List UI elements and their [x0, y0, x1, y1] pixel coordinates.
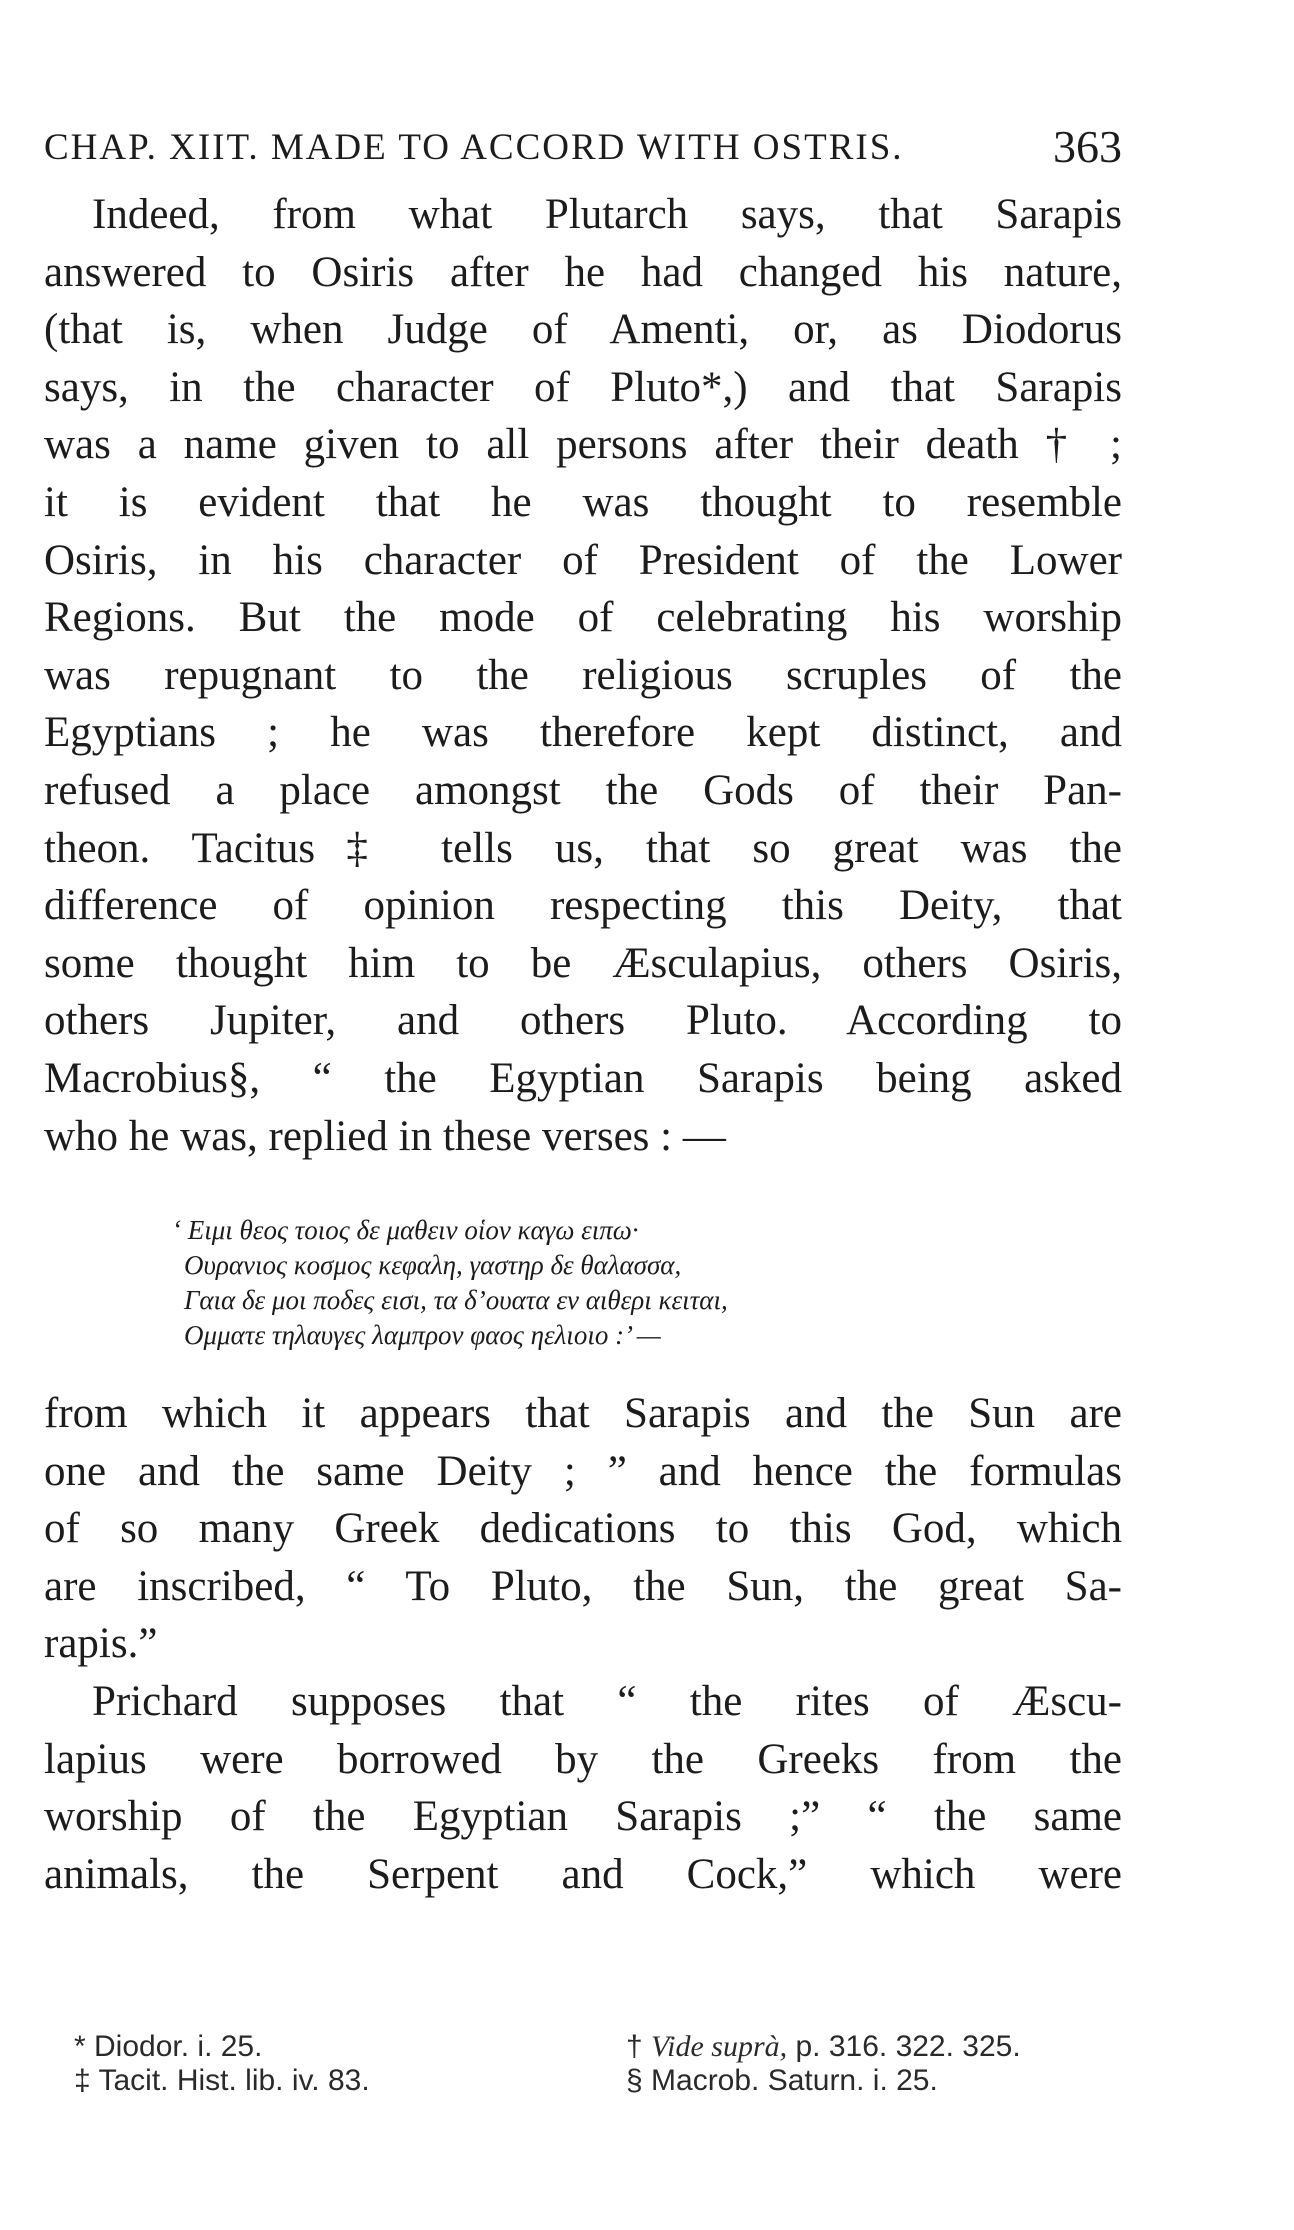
- text-line: others Jupiter, and others Pluto. According to: [44, 997, 1122, 1045]
- text-line: Macrobius§, “ the Egyptian Sarapis being asked: [44, 1054, 1122, 1102]
- text-line: Osiris, in his character of President of the Lower: [44, 536, 1122, 584]
- text-line: of so many Greek dedications to this God, which: [44, 1505, 1122, 1553]
- page-number: 363: [1053, 121, 1122, 172]
- text-line: (that is, when Judge of Amenti, or, as Diodorus: [44, 306, 1122, 354]
- greek-verse-line: Ουρανιος κοσμος κεφαλη, γαστηρ δε θαλασσα,: [184, 1250, 682, 1281]
- paragraph-3: [44, 1673, 1122, 1903]
- greek-verse-line: ‘ Ειμι θεος τοιος δε μαθειν οἱον καγω ειπω·: [172, 1215, 639, 1246]
- text-line: Regions. But the mode of celebrating his worship: [44, 594, 1122, 642]
- text-line: theon. Tacitus‡ tells us, that so great was the: [44, 824, 1122, 872]
- footnote-vide-supra: [626, 2030, 1021, 2064]
- greek-verse-quote: [172, 1213, 1122, 1353]
- text-line: it is evident that he was thought to resemble: [44, 478, 1122, 526]
- greek-verse-line: Ομματε τηλαυγες λαμπρον φαος ηελιοιο :’ —: [184, 1320, 661, 1351]
- footnote-italic: Vide suprà,: [651, 2030, 788, 2063]
- text-line: are inscribed, “ To Pluto, the Sun, the great Sa-: [44, 1562, 1122, 1610]
- greek-verse-line: Γαια δε μοι ποδες εισι, τα δ’ουατα εν αιθερι κειται,: [184, 1285, 728, 1316]
- text-line: lapius were borrowed by the Greeks from the: [44, 1735, 1122, 1783]
- footnote-pages: p. 316. 322. 325.: [795, 2030, 1021, 2063]
- text-line: some thought him to be Æsculapius, others Osiris,: [44, 939, 1122, 987]
- text-line: who he was, replied in these verses : —: [44, 1112, 726, 1160]
- text-line: one and the same Deity ; ” and hence the formulas: [44, 1447, 1122, 1495]
- text-line: worship of the Egyptian Sarapis ;” “ the same: [44, 1793, 1122, 1841]
- text-line: from which it appears that Sarapis and the Sun are: [44, 1390, 1122, 1438]
- running-title: CHAP. XIIT. MADE TO ACCORD WITH OSTRIS.: [44, 127, 904, 168]
- text-line: answered to Osiris after he had changed his nature,: [44, 248, 1122, 296]
- paragraph-2: [44, 1385, 1122, 1673]
- page-header: [44, 121, 1122, 176]
- text-line: Egyptians ; he was therefore kept distinct, and: [44, 709, 1122, 757]
- text-line: rapis.”: [44, 1620, 158, 1668]
- text-line: difference of opinion respecting this Deity, that: [44, 882, 1122, 930]
- footnote-diodor: * Diodor. i. 25.: [74, 2030, 263, 2063]
- text-line: Indeed, from what Plutarch says, that Sarapis: [92, 191, 1122, 238]
- text-line: was a name given to all persons after their death † ;: [44, 421, 1122, 469]
- footnote-tacit: ‡ Tacit. Hist. lib. iv. 83.: [74, 2064, 370, 2097]
- footnote-mark: †: [626, 2030, 643, 2063]
- text-line: animals, the Serpent and Cock,” which were: [44, 1850, 1122, 1898]
- main-text: [44, 186, 1122, 1903]
- paragraph-1: [44, 186, 1122, 1165]
- text-line: says, in the character of Pluto*,) and that Sarapis: [44, 363, 1122, 411]
- text-line: Prichard supposes that “ the rites of Æscu-: [92, 1678, 1122, 1726]
- text-line: was repugnant to the religious scruples of the: [44, 651, 1122, 699]
- text-line: refused a place amongst the Gods of their Pan-: [44, 766, 1122, 814]
- footnote-macrob: § Macrob. Saturn. i. 25.: [626, 2064, 938, 2097]
